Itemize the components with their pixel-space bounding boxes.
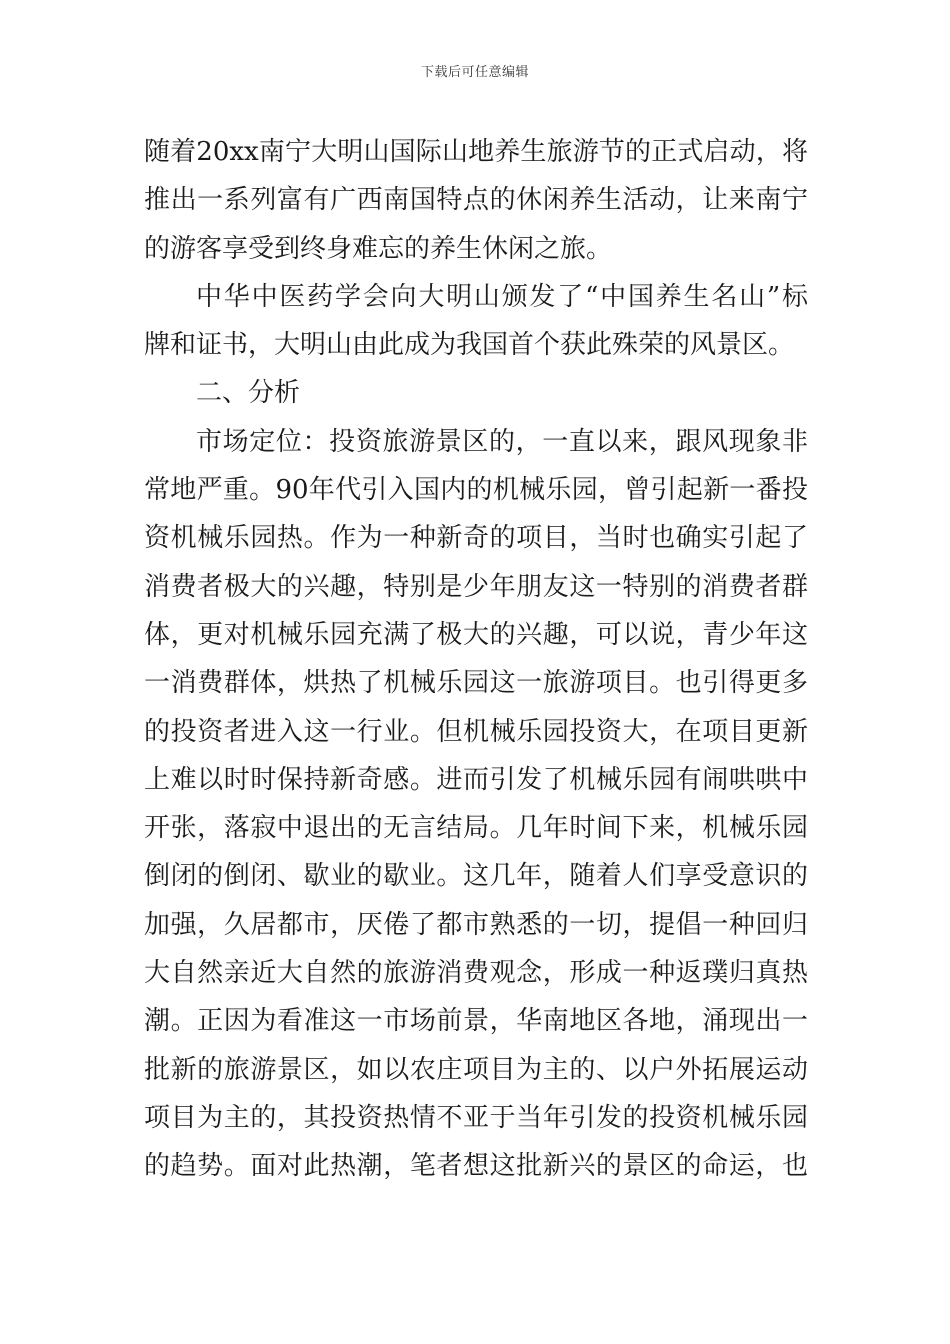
document-body (144, 128, 808, 1191)
text-line: 潮。正因为看准这一市场前景，华南地区各地，涌现出一 (144, 1006, 808, 1037)
text-line: 的趋势。面对此热潮，笔者想这批新兴的景区的命运，也 (144, 1151, 808, 1182)
text-line: 大自然亲近大自然的旅游消费观念，形成一种返璞归真热 (144, 958, 808, 989)
text-line: 批新的旅游景区，如以农庄项目为主的、以户外拓展运动 (144, 1054, 808, 1085)
text-line: 上难以时时保持新奇感。进而引发了机械乐园有闹哄哄中 (144, 764, 808, 795)
text-line: 倒闭的倒闭、歇业的歇业。这几年，随着人们享受意识的 (144, 861, 808, 892)
text-line: 体，更对机械乐园充满了极大的兴趣，可以说，青少年这 (144, 619, 808, 650)
text-line: 的游客享受到终身难忘的养生休闲之旅。 (144, 233, 613, 264)
text-line: 开张，落寂中退出的无言结局。几年时间下来，机械乐园 (144, 813, 808, 844)
text-line: 二、分析 (196, 378, 301, 409)
text-line: 资机械乐园热。作为一种新奇的项目，当时也确实引起了 (144, 523, 808, 554)
text-line: 消费者极大的兴趣，特别是少年朋友这一特别的消费者群 (144, 571, 808, 602)
text-line: 随着20xx南宁大明山国际山地养生旅游节的正式启动，将 (144, 137, 808, 167)
text-line: 项目为主的，其投资热情不亚于当年引发的投资机械乐园 (144, 1102, 808, 1133)
text-line: 中华中医药学会向大明山颁发了“中国养生名山”标 (196, 281, 808, 312)
text-line: 的投资者进入这一行业。但机械乐园投资大，在项目更新 (144, 716, 808, 747)
text-line: 牌和证书，大明山由此成为我国首个获此殊荣的风景区。 (144, 330, 795, 361)
text-line: 加强，久居都市，厌倦了都市熟悉的一切，提倡一种回归 (144, 909, 808, 940)
page-header: 下载后可任意编辑 (420, 65, 529, 80)
text-line: 市场定位：投资旅游景区的，一直以来，跟风现象非 (196, 426, 808, 457)
text-line: 一消费群体，烘热了机械乐园这一旅游项目。也引得更多 (144, 668, 808, 699)
text-line: 推出一系列富有广西南国特点的休闲养生活动，让来南宁 (144, 185, 808, 216)
text-line: 常地严重。90年代引入国内的机械乐园，曾引起新一番投 (144, 475, 808, 506)
